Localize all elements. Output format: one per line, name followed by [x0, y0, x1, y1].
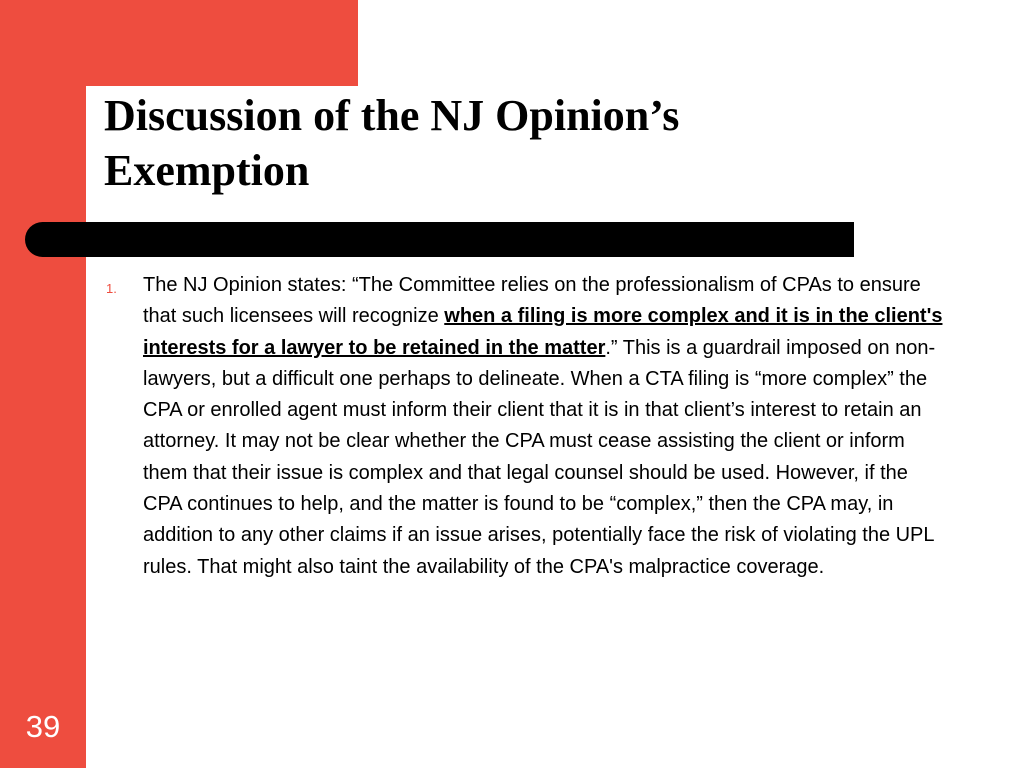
title-divider-bar: [25, 222, 854, 257]
list-item-text-part1: The NJ Opinion states: “The Committee relies on the professionalism of CPAs to ensure that such licensees will recognize: [143, 274, 921, 328]
slide-title: Discussion of the NJ Opinion’s Exemption: [104, 91, 680, 195]
slide-number: 39: [25, 709, 61, 744]
accent-top-block: [0, 0, 358, 86]
list-item-text-part2: .” This is a guardrail imposed on non-lawyers, but a difficult one perhaps to delineate. When a CTA filing is “more complex” the CPA or enrolled agent must inform their client that it is in that client’s interest to retain an attorney. It may not be clear whether the CPA must cease assisting the client or inform them that their issue is complex and that legal counsel should be used. However, if the CPA continues to help, and the matter is found to be “complex,” then the CPA may, in addition to any other claims if an issue arises, potentially face the risk of violating the UPL rules. That might also taint the availability of the CPA's malpractice coverage.: [143, 336, 936, 578]
list-item-text: [143, 270, 943, 583]
list-number: 1.: [106, 281, 117, 296]
emphasized-text: when a filing is more complex and it is in the client's interests for a lawyer to be retained in the matter: [143, 305, 943, 359]
accent-sidebar: [0, 0, 86, 768]
